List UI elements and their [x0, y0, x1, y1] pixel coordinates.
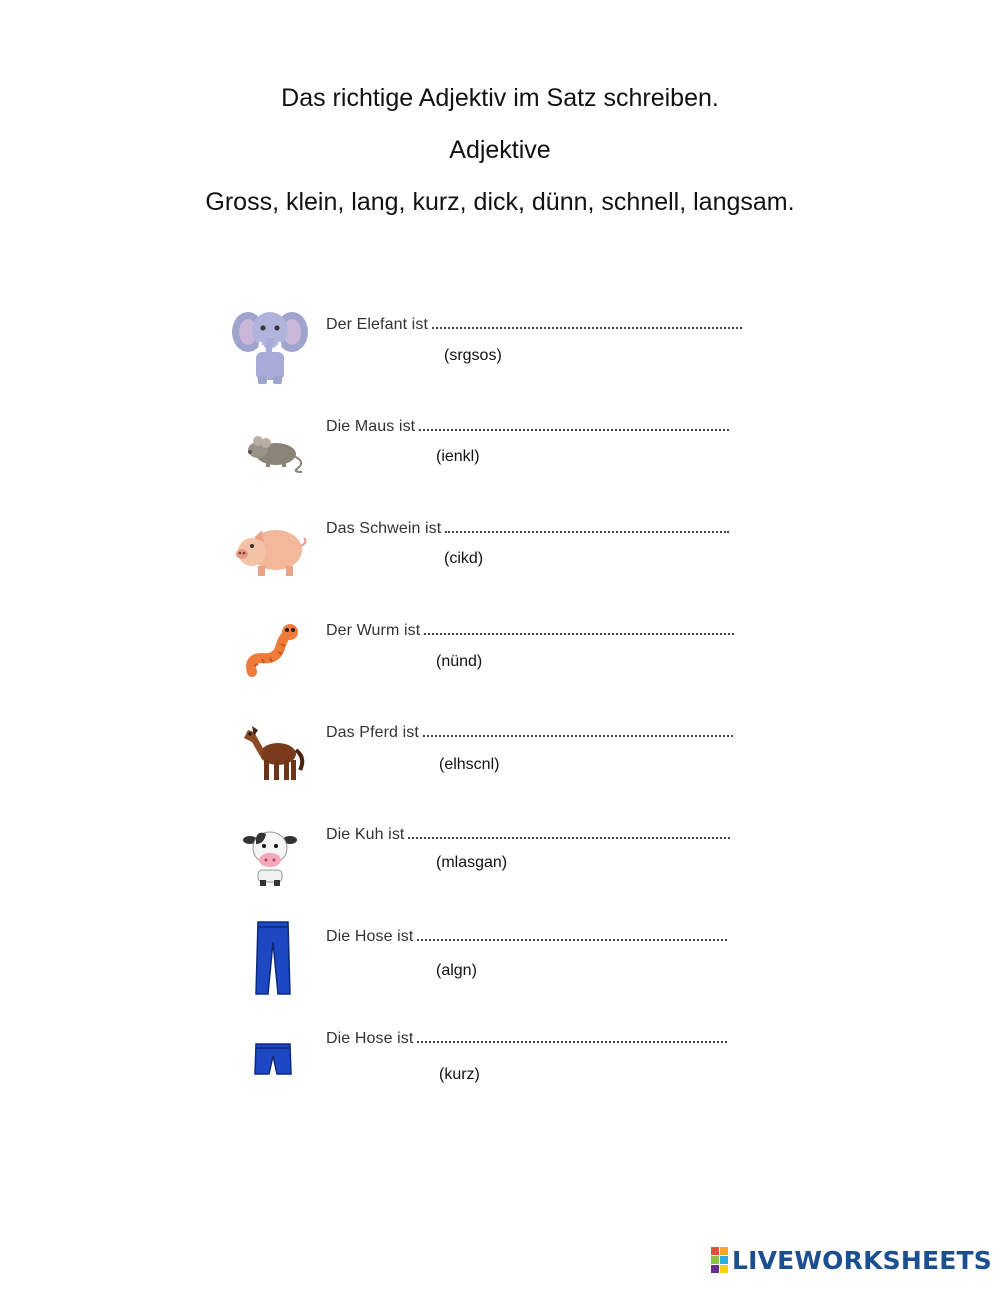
answer-dots[interactable]	[424, 623, 734, 635]
logo-blocks-icon	[711, 1247, 728, 1273]
sentence-text: Das Schwein ist	[326, 520, 442, 537]
sentence-text: Die Hose ist	[326, 928, 414, 945]
sentence-text: Die Maus ist	[326, 418, 416, 435]
liveworksheets-logo	[711, 1245, 992, 1275]
exercise-row	[0, 300, 1000, 400]
cow-icon	[228, 822, 312, 906]
answer-dots[interactable]	[417, 929, 727, 941]
short-trousers-icon	[228, 1034, 312, 1118]
heading-text: Adjektive	[449, 136, 551, 164]
scrambled-hint: (ienkl)	[436, 448, 480, 465]
sentence-text: Die Hose ist	[326, 1030, 414, 1047]
scrambled-hint: (kurz)	[439, 1066, 480, 1083]
answer-dots[interactable]	[423, 725, 733, 737]
scrambled-hint: (algn)	[436, 962, 477, 979]
sentence-text: Der Elefant ist	[326, 316, 428, 333]
sentence-text: Das Pferd ist	[326, 724, 419, 741]
scrambled-hint: (elhscnl)	[439, 756, 500, 773]
answer-dots[interactable]	[408, 827, 730, 839]
scrambled-hint: (mlasgan)	[436, 854, 508, 871]
exercise-row	[0, 912, 1000, 1012]
exercise-row	[0, 402, 1000, 502]
answer-dots[interactable]	[419, 419, 729, 431]
instruction-text: Das richtige Adjektiv im Satz schreiben.	[281, 84, 719, 112]
sentence-line	[326, 316, 742, 334]
answer-dots[interactable]	[445, 521, 729, 533]
answer-dots[interactable]	[417, 1031, 727, 1043]
sentence-line	[326, 724, 733, 742]
sentence-line	[326, 520, 729, 538]
scrambled-hint: (srgsos)	[444, 347, 502, 364]
scrambled-hint: (nünd)	[436, 653, 483, 670]
sentence-text: Die Kuh ist	[326, 826, 405, 843]
sentence-line	[326, 928, 727, 946]
long-trousers-icon	[228, 918, 312, 1002]
scrambled-hint: (cikd)	[444, 550, 484, 567]
exercise-row	[0, 606, 1000, 706]
logo-text: LIVEWORKSHEETS	[731, 1245, 992, 1275]
exercise-row	[0, 504, 1000, 604]
sentence-line	[326, 826, 730, 844]
exercise-row	[0, 810, 1000, 910]
sentence-text: Der Wurm ist	[326, 622, 421, 639]
horse-icon	[228, 718, 312, 802]
exercise-row	[0, 1014, 1000, 1114]
sentence-line	[326, 622, 734, 640]
word-bank-text: Gross, klein, lang, kurz, dick, dünn, schnell, langsam.	[205, 188, 795, 216]
pig-icon	[228, 516, 312, 600]
sentence-line	[326, 418, 729, 436]
elephant-icon	[228, 302, 312, 386]
mouse-icon	[228, 410, 312, 494]
exercise-row	[0, 708, 1000, 808]
worm-icon	[228, 620, 312, 704]
sentence-line	[326, 1030, 727, 1048]
answer-dots[interactable]	[432, 317, 742, 329]
